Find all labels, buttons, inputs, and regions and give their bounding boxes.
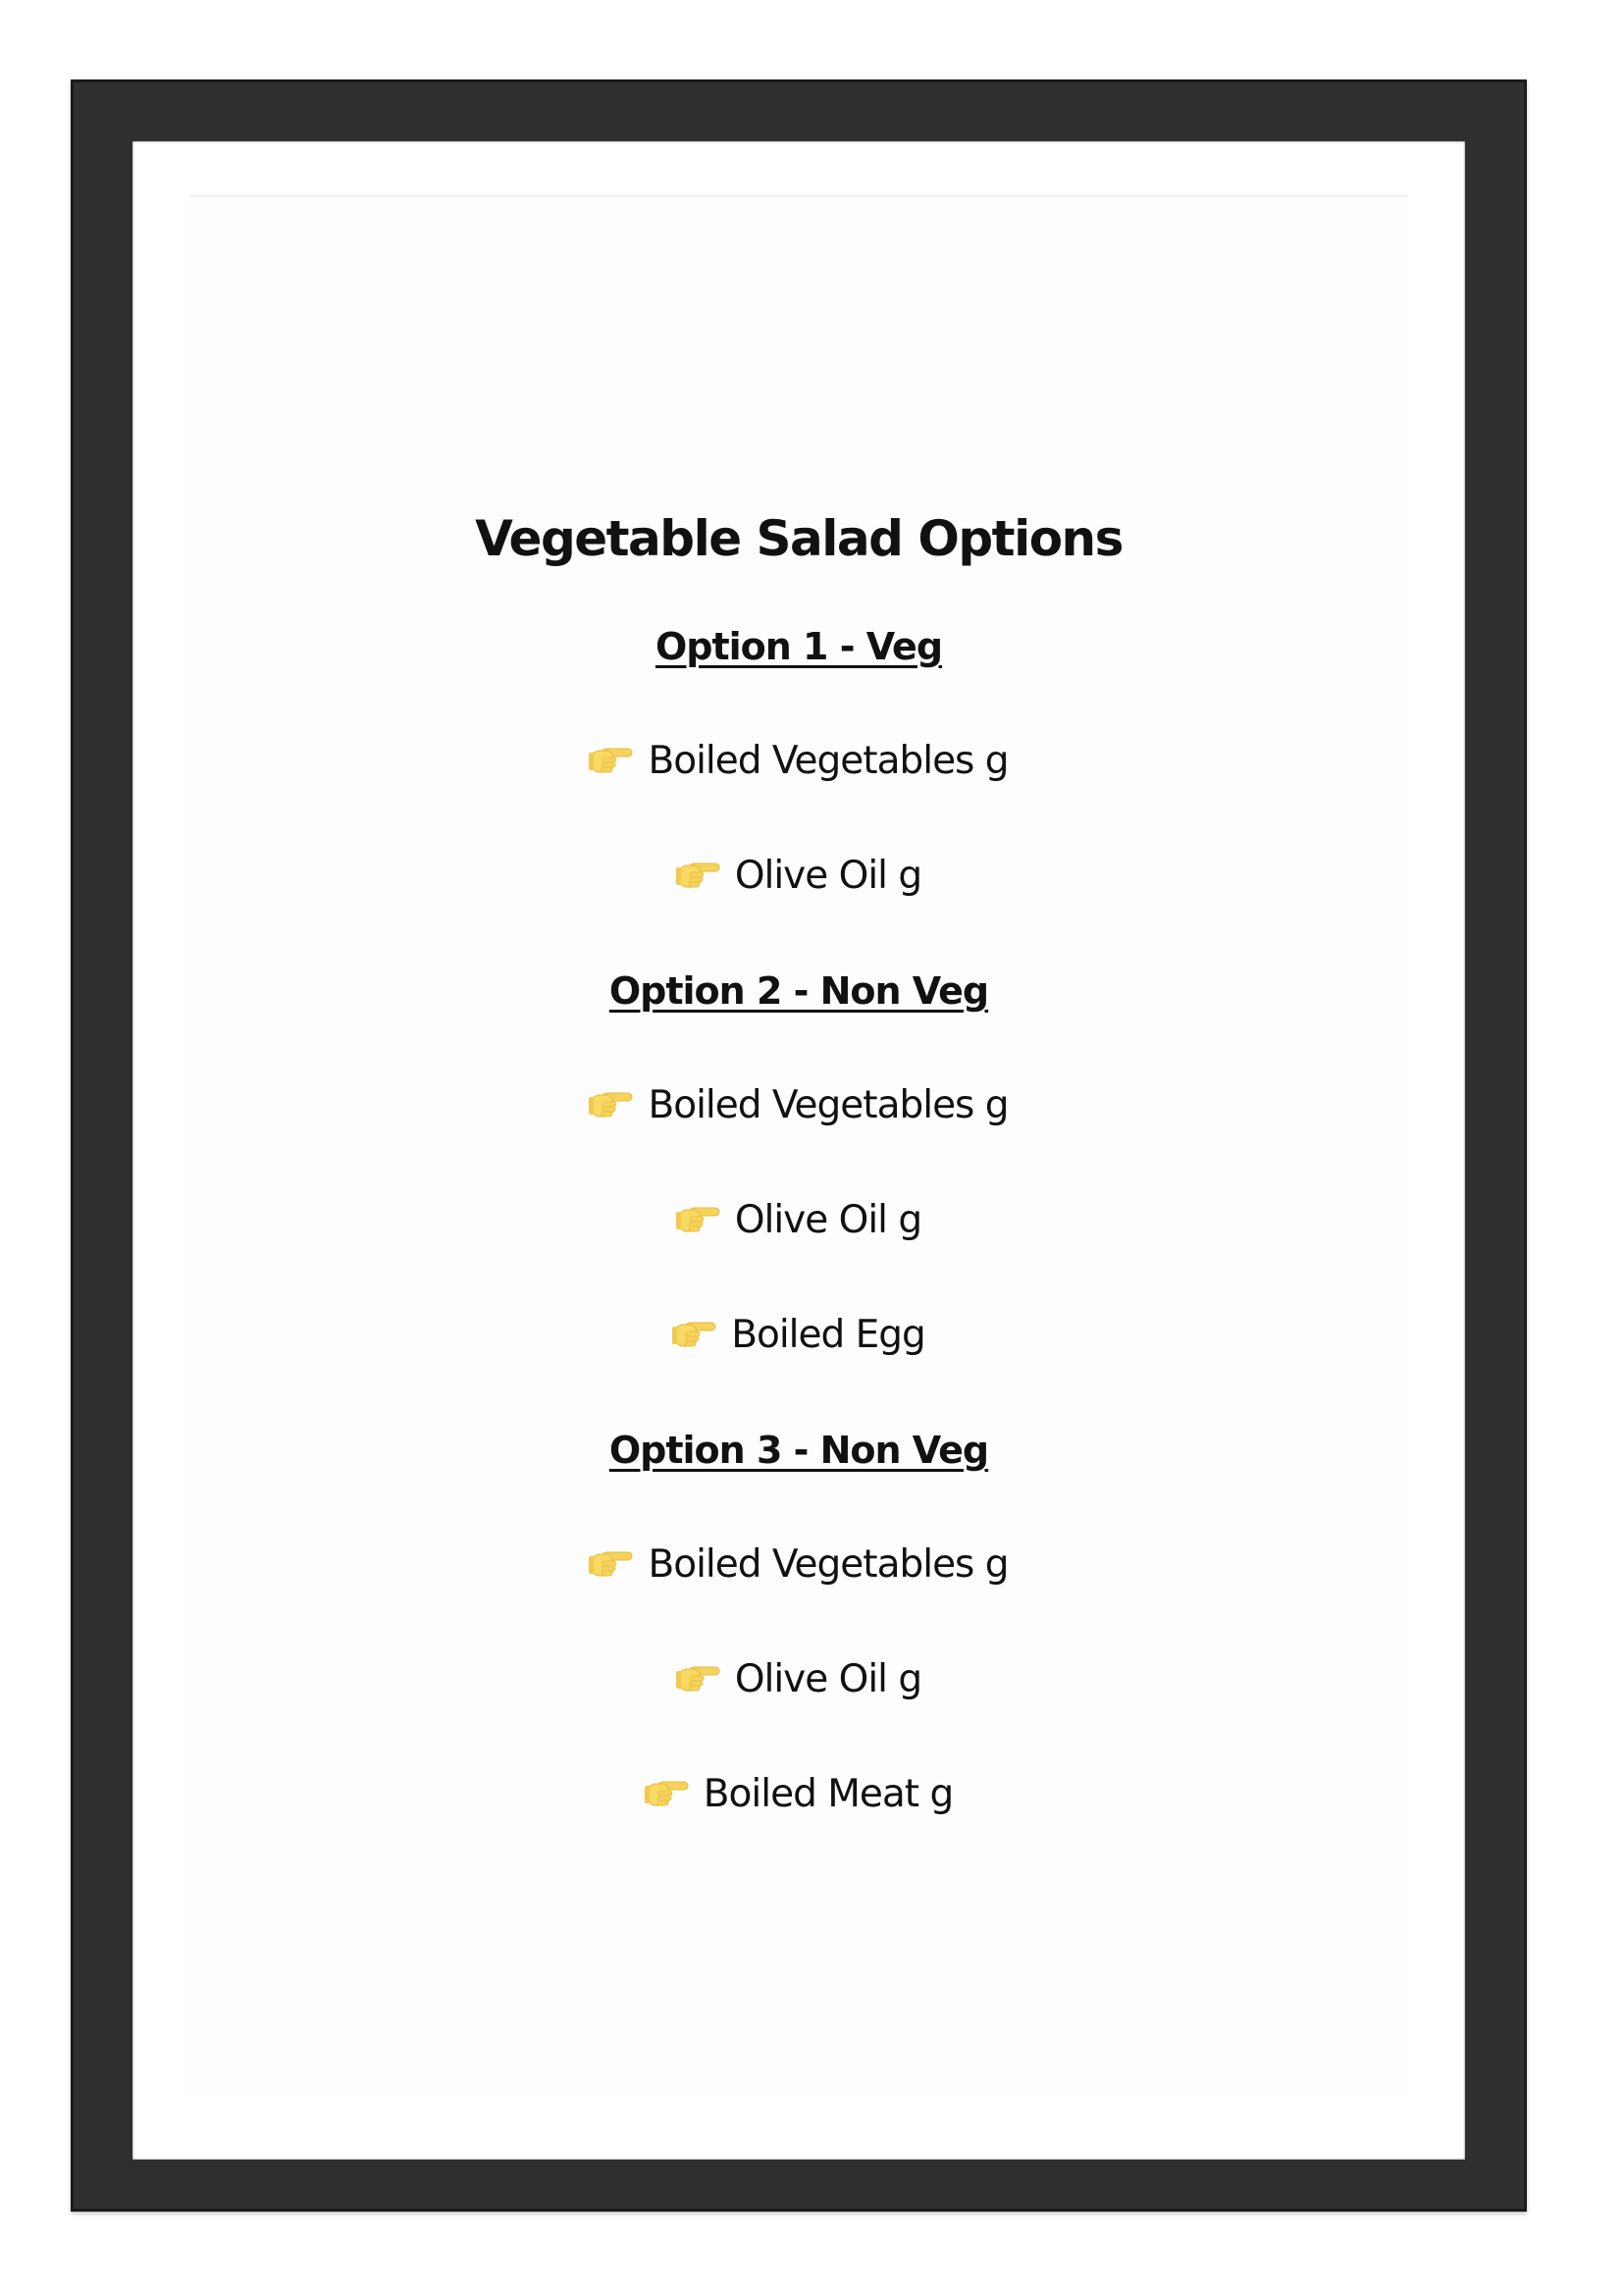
pointing-right-hand-icon [589,1546,634,1580]
list-item [189,1652,1408,1767]
document-title: Vegetable Salad Options [475,510,1123,567]
section-heading: Option 3 - Non Veg [608,1429,989,1472]
section-heading: Option 1 - Veg [655,625,943,668]
item-label: Boiled Meat g [703,1772,954,1816]
pointing-right-hand-icon [672,1317,717,1350]
option-section-1 [189,619,1408,964]
list-item [189,1767,1408,1882]
list-item [189,1078,1408,1193]
pointing-right-hand-icon [676,858,721,891]
item-list [189,1078,1408,1423]
item-label: Olive Oil g [734,1657,922,1701]
pointing-right-hand-icon [589,743,634,776]
item-label: Boiled Vegetables g [648,1083,1009,1127]
picture-frame [71,79,1527,2212]
list-item [189,734,1408,849]
item-label: Boiled Vegetables g [648,1542,1009,1587]
item-label: Boiled Vegetables g [648,739,1009,783]
document-content [189,501,1408,1882]
frame-mat [132,141,1465,2160]
list-item [189,1308,1408,1423]
pointing-right-hand-icon [676,1202,721,1235]
list-item [189,1193,1408,1308]
item-list [189,1538,1408,1882]
item-label: Olive Oil g [734,1198,922,1242]
pointing-right-hand-icon [676,1661,721,1695]
list-item [189,849,1408,964]
item-list [189,734,1408,964]
option-section-3 [189,1423,1408,1882]
document-page [189,194,1408,2095]
item-label: Olive Oil g [734,854,922,898]
option-section-2 [189,964,1408,1423]
list-item [189,1538,1408,1652]
pointing-right-hand-icon [645,1776,690,1809]
item-label: Boiled Egg [731,1313,925,1357]
section-heading: Option 2 - Non Veg [608,969,989,1013]
pointing-right-hand-icon [589,1087,634,1121]
